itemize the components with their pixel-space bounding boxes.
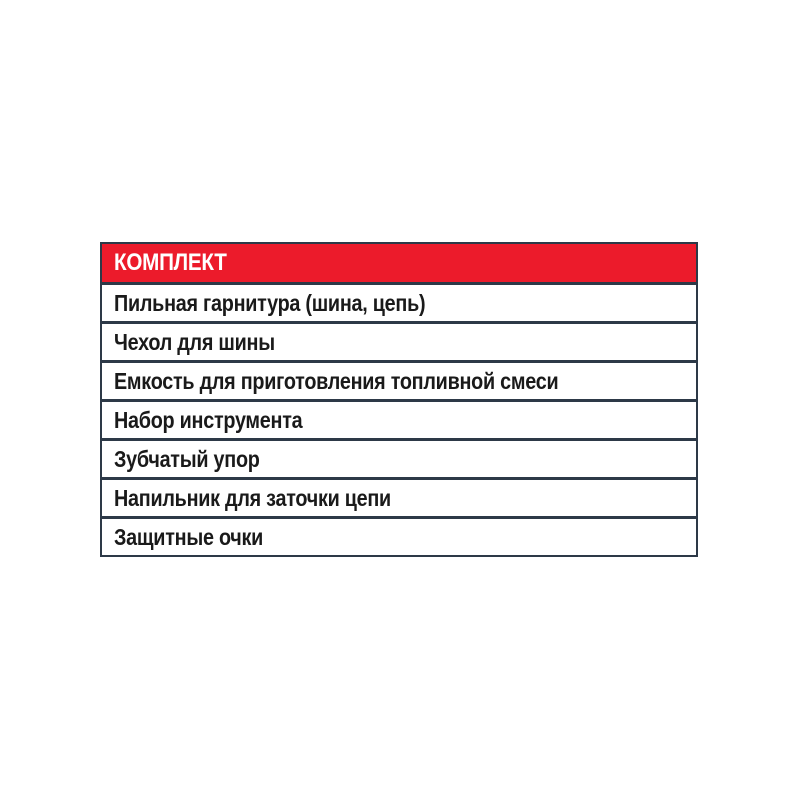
table-row (100, 517, 698, 557)
row-label: Напильник для заточки цепи (114, 484, 391, 511)
table-row (100, 361, 698, 401)
table-row (100, 478, 698, 518)
table-header-label: КОМПЛЕКТ (114, 249, 227, 276)
table-row (100, 400, 698, 440)
table-row (100, 322, 698, 362)
row-label: Защитные очки (114, 523, 264, 550)
kit-table (100, 242, 698, 557)
table-rows (100, 283, 698, 557)
row-label: Набор инструмента (114, 406, 303, 433)
row-label: Емкость для приготовления топливной смеси (114, 367, 559, 394)
row-label: Чехол для шины (114, 328, 275, 355)
row-label: Зубчатый упор (114, 445, 260, 472)
row-label: Пильная гарнитура (шина, цепь) (114, 289, 426, 316)
table-row (100, 283, 698, 323)
table-header (100, 242, 698, 284)
table-row (100, 439, 698, 479)
